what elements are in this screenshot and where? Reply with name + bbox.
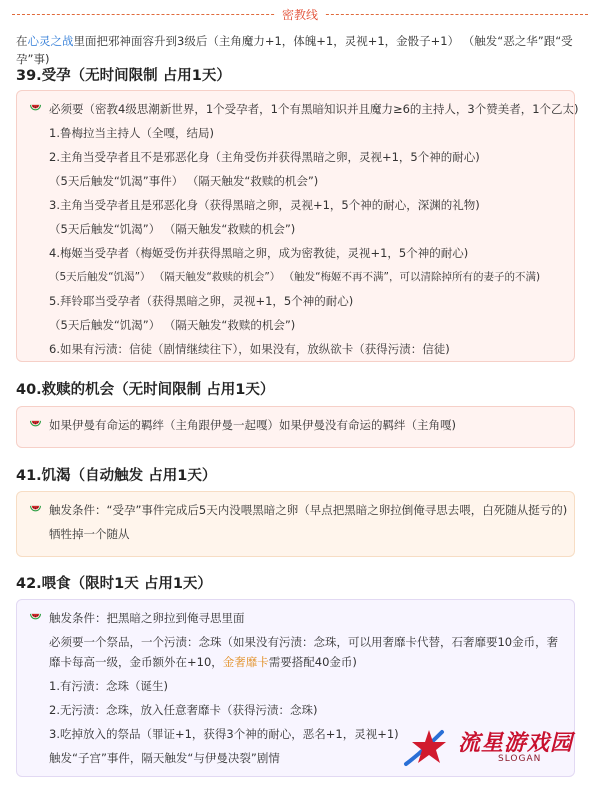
section-heading-39: 39.受孕（无时间限制 占用1天） bbox=[16, 68, 231, 84]
intro-link[interactable]: 心灵之战 bbox=[27, 34, 74, 48]
logo-title: 流星游戏园 bbox=[458, 731, 574, 756]
list-item: 触发条件：把黑暗之卵拉到俺寻思里面 bbox=[29, 606, 564, 630]
intro-text bbox=[16, 32, 588, 68]
list-item: 3.吃掉放入的祭品（罪证+1，获得3个神的耐心，恶名+1，灵视+1) bbox=[49, 727, 399, 741]
intro-prefix: 在 bbox=[16, 34, 28, 48]
section-heading-42: 42.喂食（限时1天 占用1天） bbox=[16, 576, 212, 592]
list-item: 1.有污渍：念珠（诞生) bbox=[49, 679, 168, 693]
section-box-41 bbox=[16, 491, 575, 557]
list-item: 如果伊曼有命运的羁绊（主角跟伊曼一起嘎）如果伊曼没有命运的羁绊（主角嘎) bbox=[29, 413, 564, 437]
list-item: 2.无污渍：念珠，放入任意奢靡卡（获得污渍：念珠) bbox=[49, 703, 318, 717]
list-item: 必须要（密教4级思潮新世界，1个受孕者，1个有黑暗知识并且魔力≥6的主持人，3个赞美者，1个乙太) bbox=[29, 97, 564, 121]
logo-slogan: SLOGAN bbox=[498, 754, 542, 764]
section-box-39 bbox=[16, 90, 579, 362]
section-heading-40: 40.救赎的机会（无时间限制 占用1天） bbox=[16, 382, 275, 398]
list-item: 4.梅姬当受孕者（梅姬受伤并获得黑暗之卵，成为密教徒，灵视+1，5个神的耐心) bbox=[49, 246, 469, 260]
list-item: 6.如果有污渍：信徒（剧情继续往下），如果没有，放纵欲卡（获得污渍：信徒) bbox=[49, 342, 450, 356]
list-item: 牺牲掉一个随从 bbox=[49, 527, 130, 541]
list-item: 1.鲁梅拉当主持人（全嘎，结局) bbox=[49, 126, 214, 140]
watermelon-icon bbox=[29, 612, 42, 623]
list-item: （5天后触发“饥渴”） （隔天触发“救赎的机会”) bbox=[49, 222, 296, 236]
list-item: （5天后触发“饥渴”） （隔天触发“救赎的机会”） （触发“梅姬不再不满”，可以清除掉所有的妻子的不满) bbox=[49, 271, 541, 283]
gold-card-link[interactable]: 金奢靡卡 bbox=[222, 655, 269, 669]
list-item: 2.主角当受孕者且不是邪恶化身（主角受伤并获得黑暗之卵，灵视+1，5个神的耐心) bbox=[49, 150, 480, 164]
page-title: 密教线 bbox=[276, 6, 324, 23]
watermelon-icon bbox=[29, 504, 42, 515]
list-item: 5.拜铃耶当受孕者（获得黑暗之卵，灵视+1，5个神的耐心) bbox=[49, 294, 354, 308]
watermelon-icon bbox=[29, 419, 42, 430]
list-item: 必须要一个祭品，一个污渍：念珠（如果没有污渍：念珠，可以用奢靡卡代替，石奢靡要10金币，奢靡卡每高一级，金币额外在+10，金奢靡卡需要搭配40金币) bbox=[49, 635, 559, 669]
intro-rest: 里面把邪神面容升到3级后（主角魔力+1，体魄+1，灵视+1，金骰子+1） （触发“恶之华”跟“受孕”事) bbox=[16, 34, 573, 66]
list-item: （5天后触发“饥渴”事件） （隔天触发“救赎的机会”) bbox=[49, 174, 319, 188]
list-item: （5天后触发“饥渴”） （隔天触发“救赎的机会”) bbox=[49, 318, 296, 332]
watermelon-icon bbox=[29, 103, 42, 114]
list-item: 3.主角当受孕者且是邪恶化身（获得黑暗之卵，灵视+1，5个神的耐心，深渊的礼物) bbox=[49, 198, 480, 212]
star-logo-icon bbox=[402, 724, 456, 772]
list-item: 触发“子宫”事件，隔天触发“与伊曼决裂”剧情 bbox=[49, 751, 280, 765]
section-heading-41: 41.饥渴（自动触发 占用1天） bbox=[16, 468, 217, 484]
list-item: 触发条件：“受孕”事件完成后5天内没喂黑暗之卵（早点把黑暗之卵拉倒俺寻思去喂，白死随从挺亏的) bbox=[29, 498, 564, 522]
section-box-40 bbox=[16, 406, 575, 448]
site-logo bbox=[402, 724, 582, 772]
